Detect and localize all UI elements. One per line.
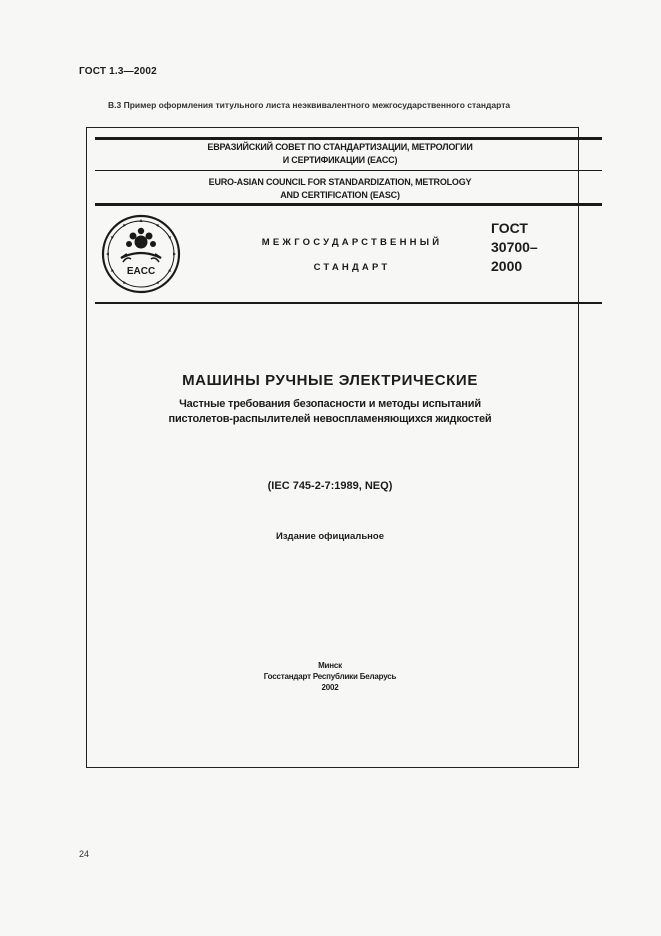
standard-type-line1: МЕЖГОСУДАРСТВЕННЫЙ [261,237,443,248]
subtitle-line2: пистолетов-распылителей невоспламеняющихся жидкостей [168,413,492,425]
main-title: МАШИНЫ РУЧНЫЕ ЭЛЕКТРИЧЕСКИЕ [182,372,478,389]
standard-type-line2: СТАНДАРТ [313,262,391,273]
page-number: 24 [79,849,90,859]
subtitle-line1: Частные требования безопасности и методы испытаний [179,398,481,410]
council-name-en [95,176,585,202]
council-name-en-line2: AND CERTIFICATION (EASC) [280,190,400,200]
imprint [95,660,565,693]
subtitle [95,397,565,427]
header-rule [95,203,602,206]
council-divider [95,170,602,171]
council-name-en-line1: EURO-ASIAN COUNCIL FOR STANDARDIZATION, METROLOGY [208,177,472,187]
body-rule [95,302,602,304]
council-name-ru-line1: ЕВРАЗИЙСКИЙ СОВЕТ ПО СТАНДАРТИЗАЦИИ, МЕТРОЛОГИИ [207,142,473,152]
imprint-year: 2002 [321,683,339,692]
council-name-ru-line2: И СЕРТИФИКАЦИИ (ЕАСС) [282,155,398,165]
imprint-city: Минск [318,661,342,670]
eacc-emblem-icon [101,214,181,294]
gost-number [491,219,538,276]
gost-number-line3: 2000 [491,258,523,274]
gost-number-line1: ГОСТ [491,220,528,236]
document-header: ГОСТ 1.3—2002 [79,66,157,77]
edition-label: Издание официальное [276,531,384,542]
council-name-ru [95,141,585,167]
figure-caption: В.3 Пример оформления титульного листа неэквивалентного межгосударственного стандарта [108,100,511,110]
gost-number-line2: 30700– [491,239,538,255]
standard-type [240,230,464,280]
iec-reference: (IEC 745-2-7:1989, NEQ) [267,480,393,492]
imprint-publisher: Госстандарт Республики Беларусь [263,672,397,681]
top-rule [95,137,602,140]
logo-text: EACC [126,266,156,277]
